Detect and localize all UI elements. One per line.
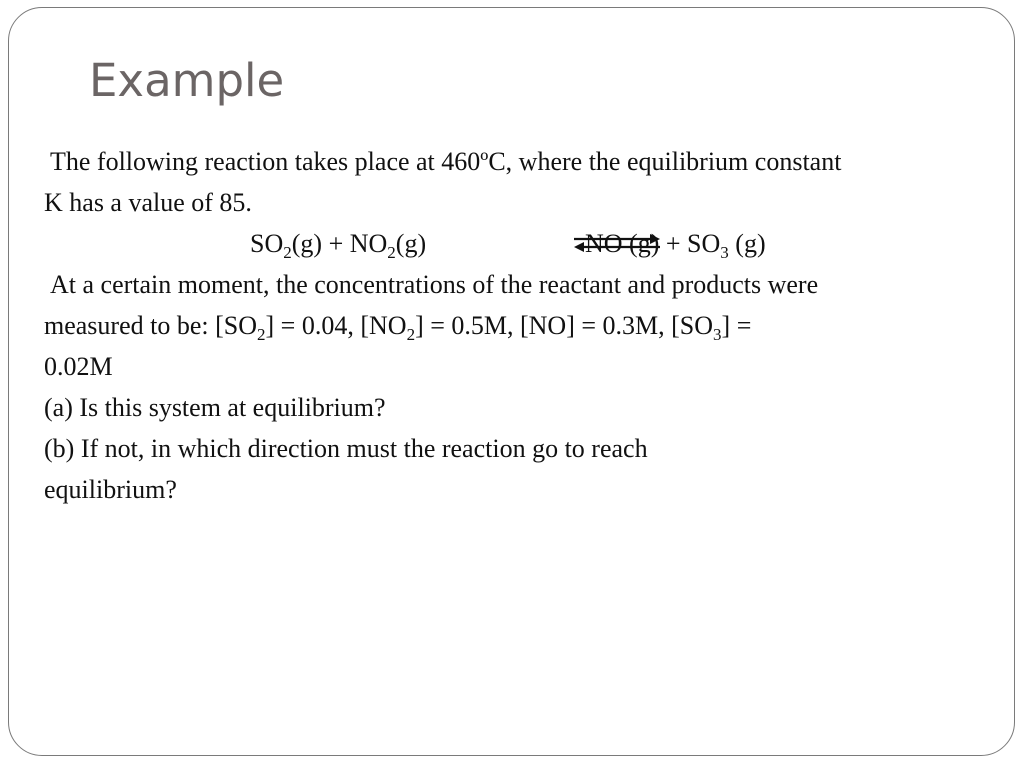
para2-line3: 0.02M xyxy=(44,352,113,381)
products: NO $(g) + SO_3$ (g) xyxy=(585,229,766,262)
reactant-no2: $(g) + NO_2(g)$ xyxy=(291,229,427,262)
para2-line1: At a certain moment, the concentrations of the reactant and products were xyxy=(50,270,819,299)
slide-title: Example xyxy=(89,54,285,107)
question-b-line1: (b) If not, in which direction must the reaction go to reach xyxy=(44,434,648,463)
slide-frame xyxy=(8,7,1015,756)
para2-line2: measured to be: $[SO_2] = 0.04$, $[NO_2] = 0.5M$, [NO] = 0.3M, $[SO_3]$ = xyxy=(44,311,752,344)
para1-line1: The following reaction takes place at 460ºC, where the equilibrium constant xyxy=(50,147,842,176)
para1-line2: K has a value of 85. xyxy=(44,188,252,217)
reaction-equation xyxy=(250,228,766,262)
reactant-so2: $SO_2$ xyxy=(250,229,292,262)
question-b-line2: equilibrium? xyxy=(44,475,177,504)
question-a: (a) Is this system at equilibrium? xyxy=(44,393,386,422)
